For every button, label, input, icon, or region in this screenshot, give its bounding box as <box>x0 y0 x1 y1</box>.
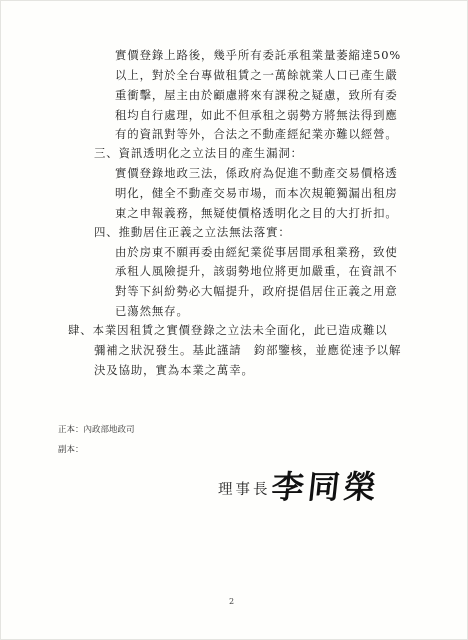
para1-line-3: 重衝擊，屋主由於顧慮將來有課稅之疑慮，致所有委 <box>115 88 398 102</box>
section-4-line-4: 已蕩然無存。 <box>115 304 189 318</box>
cc-copy: 副本： <box>58 445 84 455</box>
signer-signature: 李同榮 <box>269 468 382 506</box>
para1-line-5: 有的資訊對等外，合法之不動產經紀業亦難以經營。 <box>115 127 398 141</box>
signer-title: 理事長 <box>218 482 271 498</box>
section-3-line-1: 實價登錄地政三法，係政府為促進不動產交易價格透 <box>115 166 398 180</box>
section-4-line-3: 對等下糾紛勢必大幅提升，政府提倡居住正義之用意 <box>115 284 398 298</box>
section-3-line-3: 東之申報義務，無疑使價格透明化之目的大打折扣。 <box>115 206 398 220</box>
section-4-heading: 四、推動居住正義之立法無法落實： <box>94 225 291 239</box>
section-4-line-1: 由於房東不願再委由經紀業從事居間承租業務，致使 <box>115 245 398 259</box>
cc-main: 正本：內政部地政司 <box>58 425 135 435</box>
section-3-heading: 三、資訊透明化之立法目的產生漏洞： <box>94 146 303 160</box>
para1-line-4: 租均自行處理，如此不但承租之弱勢方將無法得到應 <box>115 108 398 122</box>
page-number: 2 <box>229 597 235 606</box>
para5-line-3: 決及協助，實為本業之萬幸。 <box>94 363 254 377</box>
para1-line-1: 實價登錄上路後，幾乎所有委託承租業量萎縮達50% <box>115 48 402 62</box>
para5-line-2: 彌補之狀況發生。基此謹請 鈞部鑒核，並應從速予以解 <box>94 343 402 357</box>
para5-line-1: 肆、本業因租賃之實價登錄之立法未全面化，此已造成難以 <box>68 323 388 337</box>
section-4-line-2: 承租人風險提升，該弱勢地位將更加嚴重，在資訊不 <box>115 264 398 278</box>
para1-line-2: 以上，對於全台專做租賃之一萬餘就業人口已產生嚴 <box>115 68 398 82</box>
section-3-line-2: 明化，健全不動產交易市場，而本次規範獨漏出租房 <box>115 186 398 200</box>
